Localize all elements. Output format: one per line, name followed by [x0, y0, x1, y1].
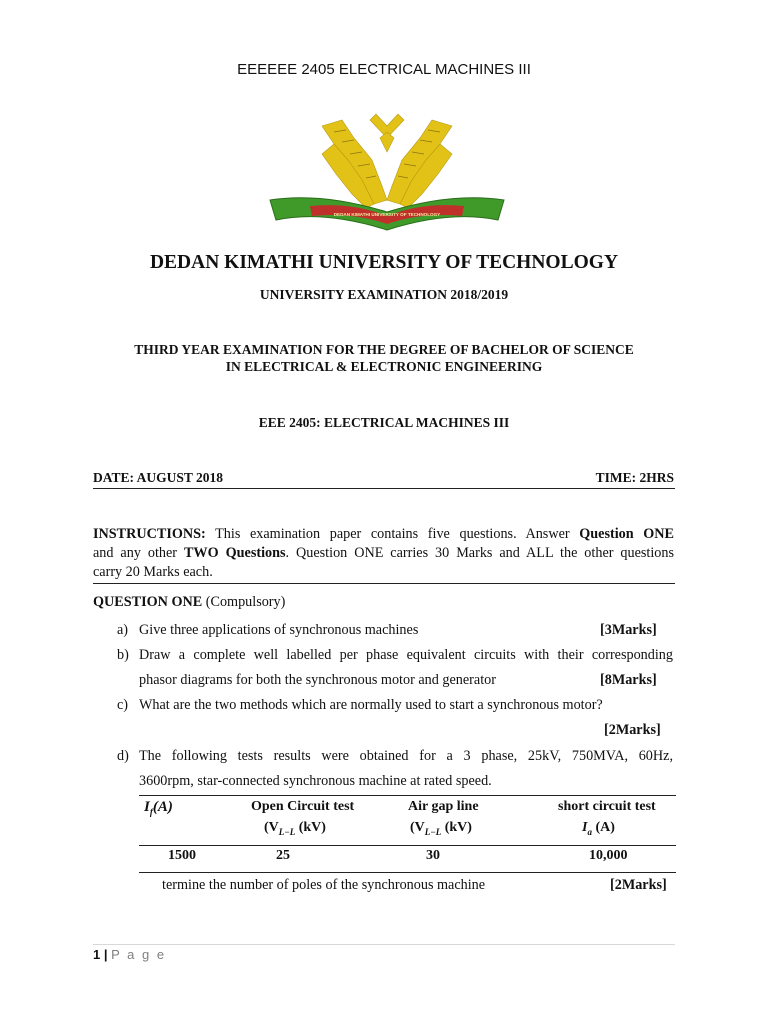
table-header-air-gap-unit: [410, 820, 472, 837]
table-header-rule: [139, 845, 676, 846]
table-bottom-rule: [139, 872, 676, 873]
item-b-marks: [8Marks]: [600, 672, 657, 688]
item-d-text-2: 3600rpm, star-connected synchronous machine at rated speed.: [139, 773, 492, 789]
table-header-short-circuit-unit: [582, 820, 615, 837]
question-one-note: (Compulsory): [205, 594, 286, 610]
table-header-air-gap: Air gap line: [408, 799, 479, 814]
instructions-text-2a: and any other: [93, 545, 178, 561]
footer-divider: [93, 944, 675, 945]
instructions-line-2: [93, 545, 674, 562]
page-label: P a g e: [111, 947, 167, 962]
table-header-open-circuit-unit: [264, 820, 326, 837]
instructions-line-1: [93, 526, 674, 543]
item-c-letter: c): [117, 697, 129, 713]
instructions-text-1: This examination paper contains five questions. Answer: [215, 526, 570, 542]
question-one-heading: [93, 594, 285, 611]
instructions-divider: [93, 583, 675, 584]
instructions-line-3: carry 20 Marks each.: [93, 564, 213, 580]
university-logo: [262, 108, 512, 233]
sc-unit-sub: a: [587, 826, 592, 837]
running-header: EEEEEE 2405 ELECTRICAL MACHINES III: [237, 61, 531, 78]
item-c-text: What are the two methods which are normally used to start a synchronous motor?: [139, 697, 603, 713]
page-footer: [93, 947, 166, 962]
table-cell-short-circuit: 10,000: [589, 848, 628, 863]
university-name: DEDAN KIMATHI UNIVERSITY OF TECHNOLOGY: [149, 252, 619, 273]
question-one-label: QUESTION ONE: [93, 594, 203, 610]
sc-unit-symbol: I: [582, 820, 588, 835]
exam-title: UNIVERSITY EXAMINATION 2018/2019: [259, 287, 509, 302]
degree-line-1: THIRD YEAR EXAMINATION FOR THE DEGREE OF BACHELOR OF SCIENCE: [134, 342, 634, 357]
exam-date: DATE: AUGUST 2018: [93, 470, 224, 485]
table-top-rule: [139, 795, 676, 796]
degree-line-2: IN ELECTRICAL & ELECTRONIC ENGINEERING: [225, 359, 543, 374]
item-d-text-1: The following tests results were obtained for a 3 phase, 25kV, 750MVA, 60Hz,: [139, 748, 673, 764]
date-divider: [93, 488, 675, 489]
table-header-short-circuit: short circuit test: [558, 799, 656, 814]
if-subscript: f: [149, 807, 153, 817]
page-number: 1: [93, 947, 101, 962]
item-a-marks: [3Marks]: [600, 622, 657, 638]
item-b-letter: b): [117, 647, 129, 663]
ag-unit-sub: L−L: [424, 826, 442, 837]
sc-unit-post: (A): [591, 820, 615, 835]
item-c-marks: [2Marks]: [604, 722, 661, 738]
if-unit: (A): [152, 799, 173, 815]
item-b-text-2: phasor diagrams for both the synchronous motor and generator: [139, 672, 496, 688]
sub-question-text: termine the number of poles of the synchronous machine: [162, 877, 486, 893]
oc-unit-post: (kV): [295, 820, 326, 835]
table-cell-air-gap: 30: [426, 848, 440, 863]
oc-unit-pre: (V: [264, 820, 279, 835]
item-b-text-1: Draw a complete well labelled per phase equivalent circuits with their corresponding: [139, 647, 673, 663]
sub-question-marks: [2Marks]: [610, 877, 667, 893]
instructions-text-2b: . Question ONE carries 30 Marks and ALL the other questions: [285, 545, 675, 561]
footer-separator: |: [103, 947, 108, 962]
ag-unit-pre: (V: [410, 820, 425, 835]
logo-banner-text: DEDAN KIMATHI UNIVERSITY OF TECHNOLOGY: [333, 212, 441, 217]
table-header-if: [144, 799, 173, 817]
course-title: EEE 2405: ELECTRICAL MACHINES III: [258, 415, 510, 430]
instructions-label: INSTRUCTIONS:: [93, 526, 206, 542]
if-symbol: I: [144, 799, 150, 815]
oc-unit-sub: L−L: [278, 826, 296, 837]
instructions-two-questions: TWO Questions: [183, 545, 286, 561]
table-cell-open-circuit: 25: [276, 848, 290, 863]
exam-time: TIME: 2HRS: [595, 470, 674, 485]
table-cell-if: 1500: [168, 848, 196, 863]
instructions-question-one: Question ONE: [579, 526, 675, 542]
item-a-text: Give three applications of synchronous machines: [139, 622, 419, 638]
table-header-open-circuit: Open Circuit test: [251, 799, 355, 814]
item-a-letter: a): [117, 622, 129, 638]
ag-unit-post: (kV): [441, 820, 472, 835]
item-d-letter: d): [117, 748, 129, 764]
